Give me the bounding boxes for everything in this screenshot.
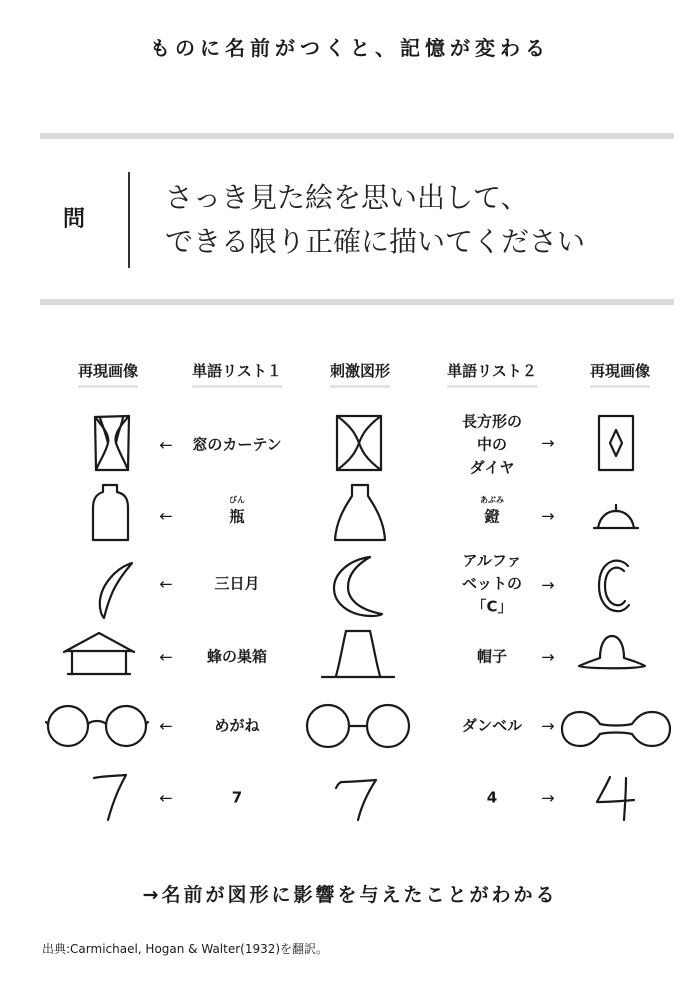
word-list-1-row-1: 窓のカーテン — [192, 435, 282, 454]
arrow-right-row-6: → — [541, 788, 555, 808]
word-list-2-row-4: 帽子 — [476, 647, 508, 666]
question-line-2: できる限り正確に描いてください — [165, 225, 586, 258]
question-divider — [128, 172, 130, 268]
reproduced-four-figure — [594, 774, 638, 822]
word-list-1-row-5: めがね — [214, 716, 260, 735]
word-list-1-row-3: 三日月 — [214, 574, 260, 593]
stimulus-crescent-figure — [330, 554, 384, 620]
reproduced-curtain-figure — [92, 414, 132, 472]
arrow-right-row-2: → — [541, 506, 555, 526]
stimulus-bell-figure — [332, 482, 388, 544]
arrow-left-row-2: ← — [159, 506, 173, 526]
reproduced-stirrup-figure — [592, 502, 640, 532]
arrow-right-row-1: → — [541, 433, 555, 453]
question-text — [165, 176, 585, 264]
arrow-left-row-3: ← — [159, 574, 173, 594]
word-list-2-row-5: ダンベル — [461, 716, 523, 735]
word-list-2-row-2: あぶみ 鐙 — [480, 495, 504, 526]
stimulus-circles-figure — [304, 702, 412, 750]
word-list-1-row-2: びん 瓶 — [229, 495, 245, 526]
header-word-list-1: 単語リスト１ — [192, 360, 282, 388]
bottom-divider — [40, 299, 674, 305]
word-list-2-row-2-reading: あぶみ — [480, 495, 504, 505]
word-list-2-row-6: 4 — [486, 788, 498, 807]
arrow-right-row-3: → — [541, 575, 555, 595]
word-list-1-row-6: 7 — [231, 788, 243, 807]
reproduced-glasses-figure — [44, 700, 150, 750]
conclusion-text: →名前が図形に影響を与えたことがわかる — [142, 884, 558, 906]
arrow-right-row-4: → — [541, 647, 555, 667]
header-stimulus: 刺激図形 — [330, 360, 390, 388]
header-word-list-2: 単語リスト２ — [447, 360, 537, 388]
arrow-left-row-5: ← — [159, 716, 173, 736]
arrow-left-row-4: ← — [159, 647, 173, 667]
reproduced-crescent-figure — [86, 560, 136, 622]
word-list-1-row-2-reading: びん — [229, 495, 245, 505]
page-title: ものに名前がつくと、記憶が変わる — [150, 36, 550, 60]
question-line-1: さっき見た絵を思い出して、 — [165, 181, 529, 214]
word-list-2-row-1: 長方形の 中の ダイヤ — [461, 412, 523, 477]
reproduced-dumbbell-figure — [560, 708, 672, 750]
arrow-right-row-5: → — [541, 716, 555, 736]
reproduced-house-figure — [62, 630, 136, 676]
arrow-left-row-6: ← — [159, 788, 173, 808]
stimulus-seven-figure — [332, 772, 380, 822]
word-list-2-row-3: アルファ ベットの 「C」 — [461, 551, 523, 616]
word-list-1-row-4: 蜂の巣箱 — [206, 647, 268, 666]
reproduced-letter-c-figure — [596, 558, 632, 614]
stimulus-window-figure — [334, 413, 384, 473]
top-divider — [40, 133, 674, 139]
header-reproduced-right: 再現画像 — [590, 360, 650, 388]
header-reproduced-left: 再現画像 — [78, 360, 138, 388]
reproduced-seven-figure — [90, 772, 130, 822]
question-label: 問 — [63, 207, 86, 232]
arrow-left-row-1: ← — [159, 435, 173, 455]
reproduced-diamond-figure — [596, 413, 636, 473]
source-citation: 出典:Carmichael, Hogan & Walter(1932)を翻訳。 — [42, 942, 329, 956]
reproduced-bottle-figure — [90, 482, 130, 544]
stimulus-trapezoid-figure — [320, 628, 396, 680]
reproduced-hat-figure — [576, 632, 648, 672]
